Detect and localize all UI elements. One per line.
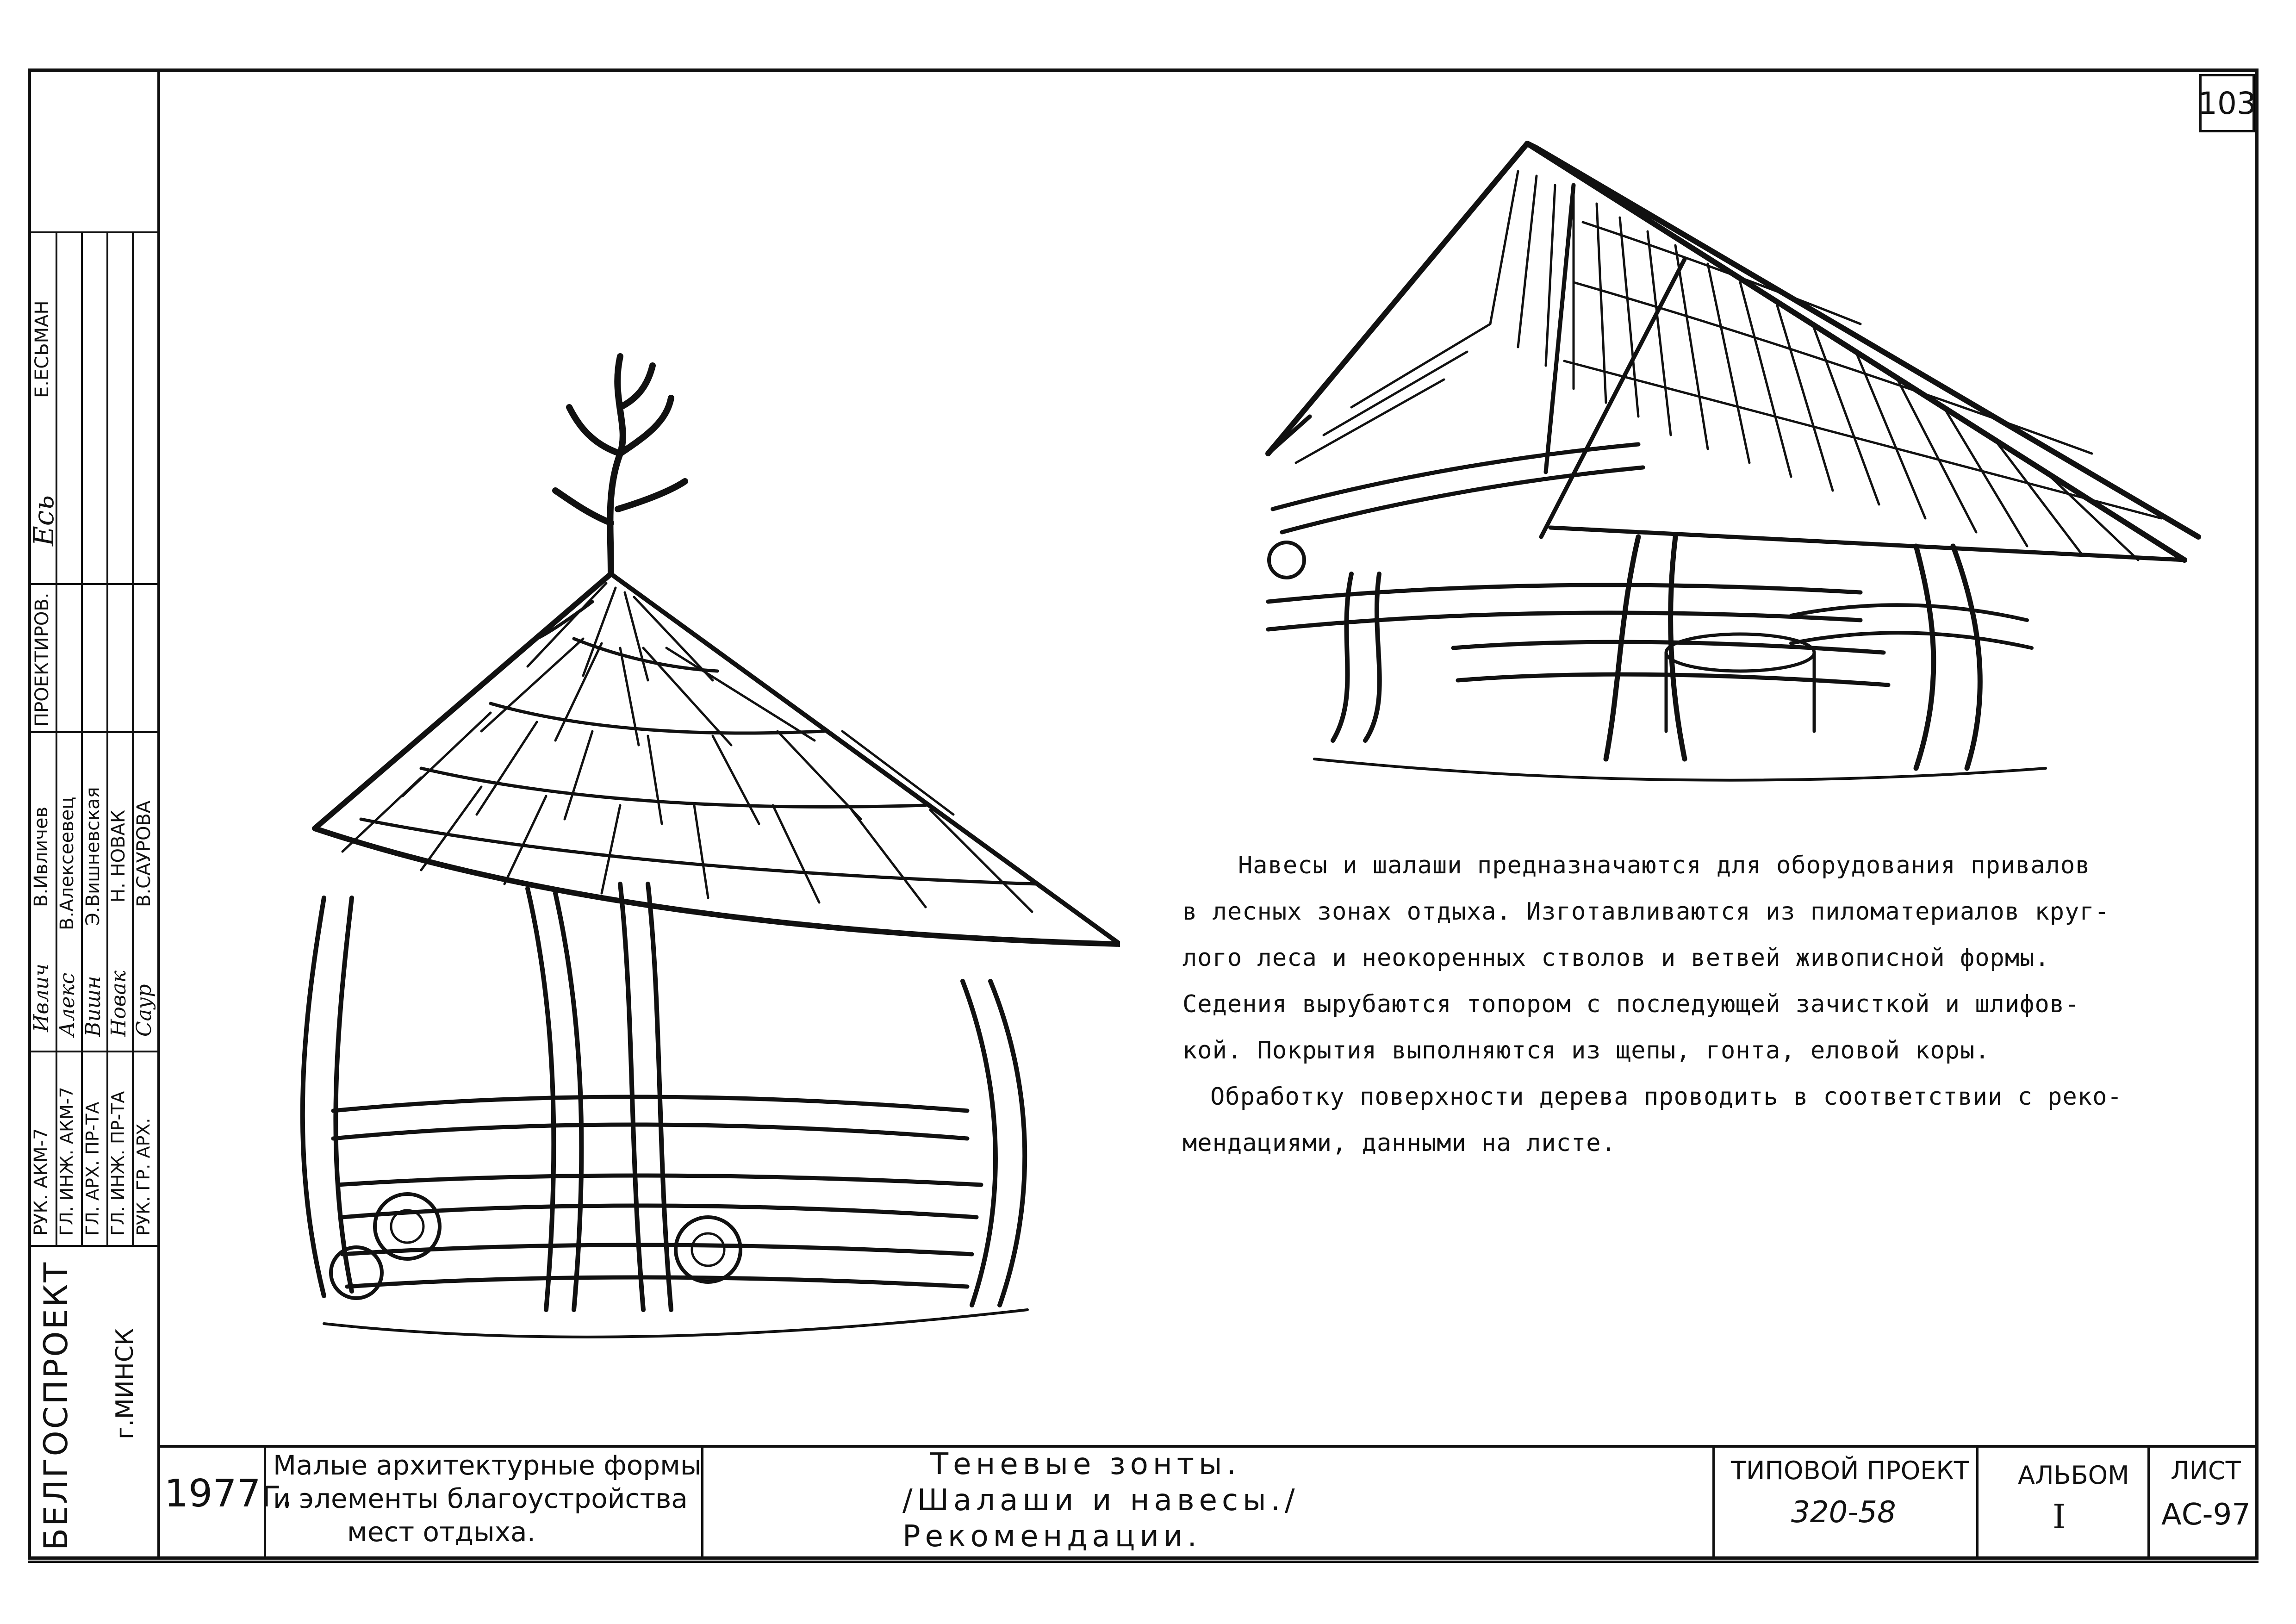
title-block-bottom-line <box>28 1561 2259 1563</box>
project-number: 320-58 <box>1791 1495 1896 1530</box>
sidebar-line <box>28 583 157 585</box>
description-line: в лесных зонах отдыха. Изготавливаются из пиломатериалов круг- <box>1182 898 2110 926</box>
signature: Новак <box>107 971 131 1037</box>
role-2: ГЛ. ИНЖ. АКМ-7 <box>56 1087 77 1236</box>
role-4: ГЛ. ИНЖ. ПР-ТА <box>108 1091 128 1236</box>
description-line: лого леса и неокоренных стволов и ветвей живописной формы. <box>1182 944 2050 972</box>
canopy-drawing <box>1166 130 2212 815</box>
project-label: ТИПОВОЙ ПРОЕКТ <box>1731 1456 1969 1485</box>
sidebar-column-line <box>132 231 134 1245</box>
title-line: /Шалаши и навесы./ <box>902 1483 1300 1518</box>
organization-name: БЕЛГОСПРОЕКТ <box>37 1260 75 1550</box>
sidebar-line <box>28 1245 157 1247</box>
title-block-divider <box>701 1445 703 1560</box>
sidebar-line <box>28 1051 157 1052</box>
sheet-code: АС-97 <box>2161 1498 2251 1532</box>
sidebar-line <box>28 231 157 233</box>
sheet-label: ЛИСТ <box>2171 1456 2241 1485</box>
title-line: Теневые зонты. <box>930 1447 1241 1481</box>
name-4: Н. НОВАК <box>108 809 129 902</box>
description-line: кой. Покрытия выполняются из щепы, гонта, еловой коры. <box>1182 1037 1990 1064</box>
year: 1977г. <box>164 1472 293 1516</box>
sidebar-column-line <box>81 231 83 1245</box>
sidebar-line <box>28 731 157 733</box>
description-text <box>1182 842 2228 1166</box>
name-3: Э.Вишневская <box>82 787 104 926</box>
sidebar-divider <box>157 68 160 1560</box>
series-line: Малые архитектурные формы <box>273 1450 702 1481</box>
album-number: I <box>2053 1497 2066 1536</box>
designer-signature: Есь <box>28 495 60 546</box>
role-3: ГЛ. АРХ. ПР-ТА <box>82 1101 103 1236</box>
role-1: РУК. АКМ-7 <box>31 1128 52 1236</box>
designer-name: Е.ЕСЬМАН <box>31 300 53 398</box>
round-hut-drawing <box>204 315 1120 1379</box>
description-line: Седения вырубаются топором с последующей зачисткой и шлифов- <box>1182 990 2080 1018</box>
city-name: г.МИНСК <box>111 1328 139 1439</box>
signature: Алекс <box>56 972 79 1037</box>
title-block-divider <box>2147 1445 2150 1560</box>
series-line: и элементы благоустройства <box>273 1483 688 1514</box>
designed-label: ПРОЕКТИРОВ. <box>31 592 53 727</box>
role-5: РУК. ГР. АРХ. <box>133 1118 154 1236</box>
sheet-title <box>902 1446 1300 1555</box>
name-2: В.Алексеевец <box>56 796 78 930</box>
name-1: В.Ивличев <box>31 806 52 907</box>
series-line: мест отдыха. <box>347 1516 536 1548</box>
title-line: Рекомендации. <box>902 1519 1201 1554</box>
name-5: В.САУРОВА <box>133 800 155 907</box>
album-label: АЛЬБОМ <box>2018 1461 2129 1490</box>
signature: Саур <box>132 984 156 1037</box>
description-line: Навесы и шалаши предназначаются для оборудования привалов <box>1238 852 2091 879</box>
title-block-divider <box>1712 1445 1715 1560</box>
description-line: Обработку поверхности дерева проводить в соответствии с реко- <box>1210 1083 2122 1111</box>
description-line: мендациями, данными на листе. <box>1182 1129 1616 1157</box>
series-title <box>273 1449 702 1549</box>
sheet-number: 103 <box>2199 74 2255 132</box>
title-block-divider <box>1976 1445 1979 1560</box>
signature: Вишн <box>81 976 105 1037</box>
signature: Ивлич <box>30 964 53 1032</box>
